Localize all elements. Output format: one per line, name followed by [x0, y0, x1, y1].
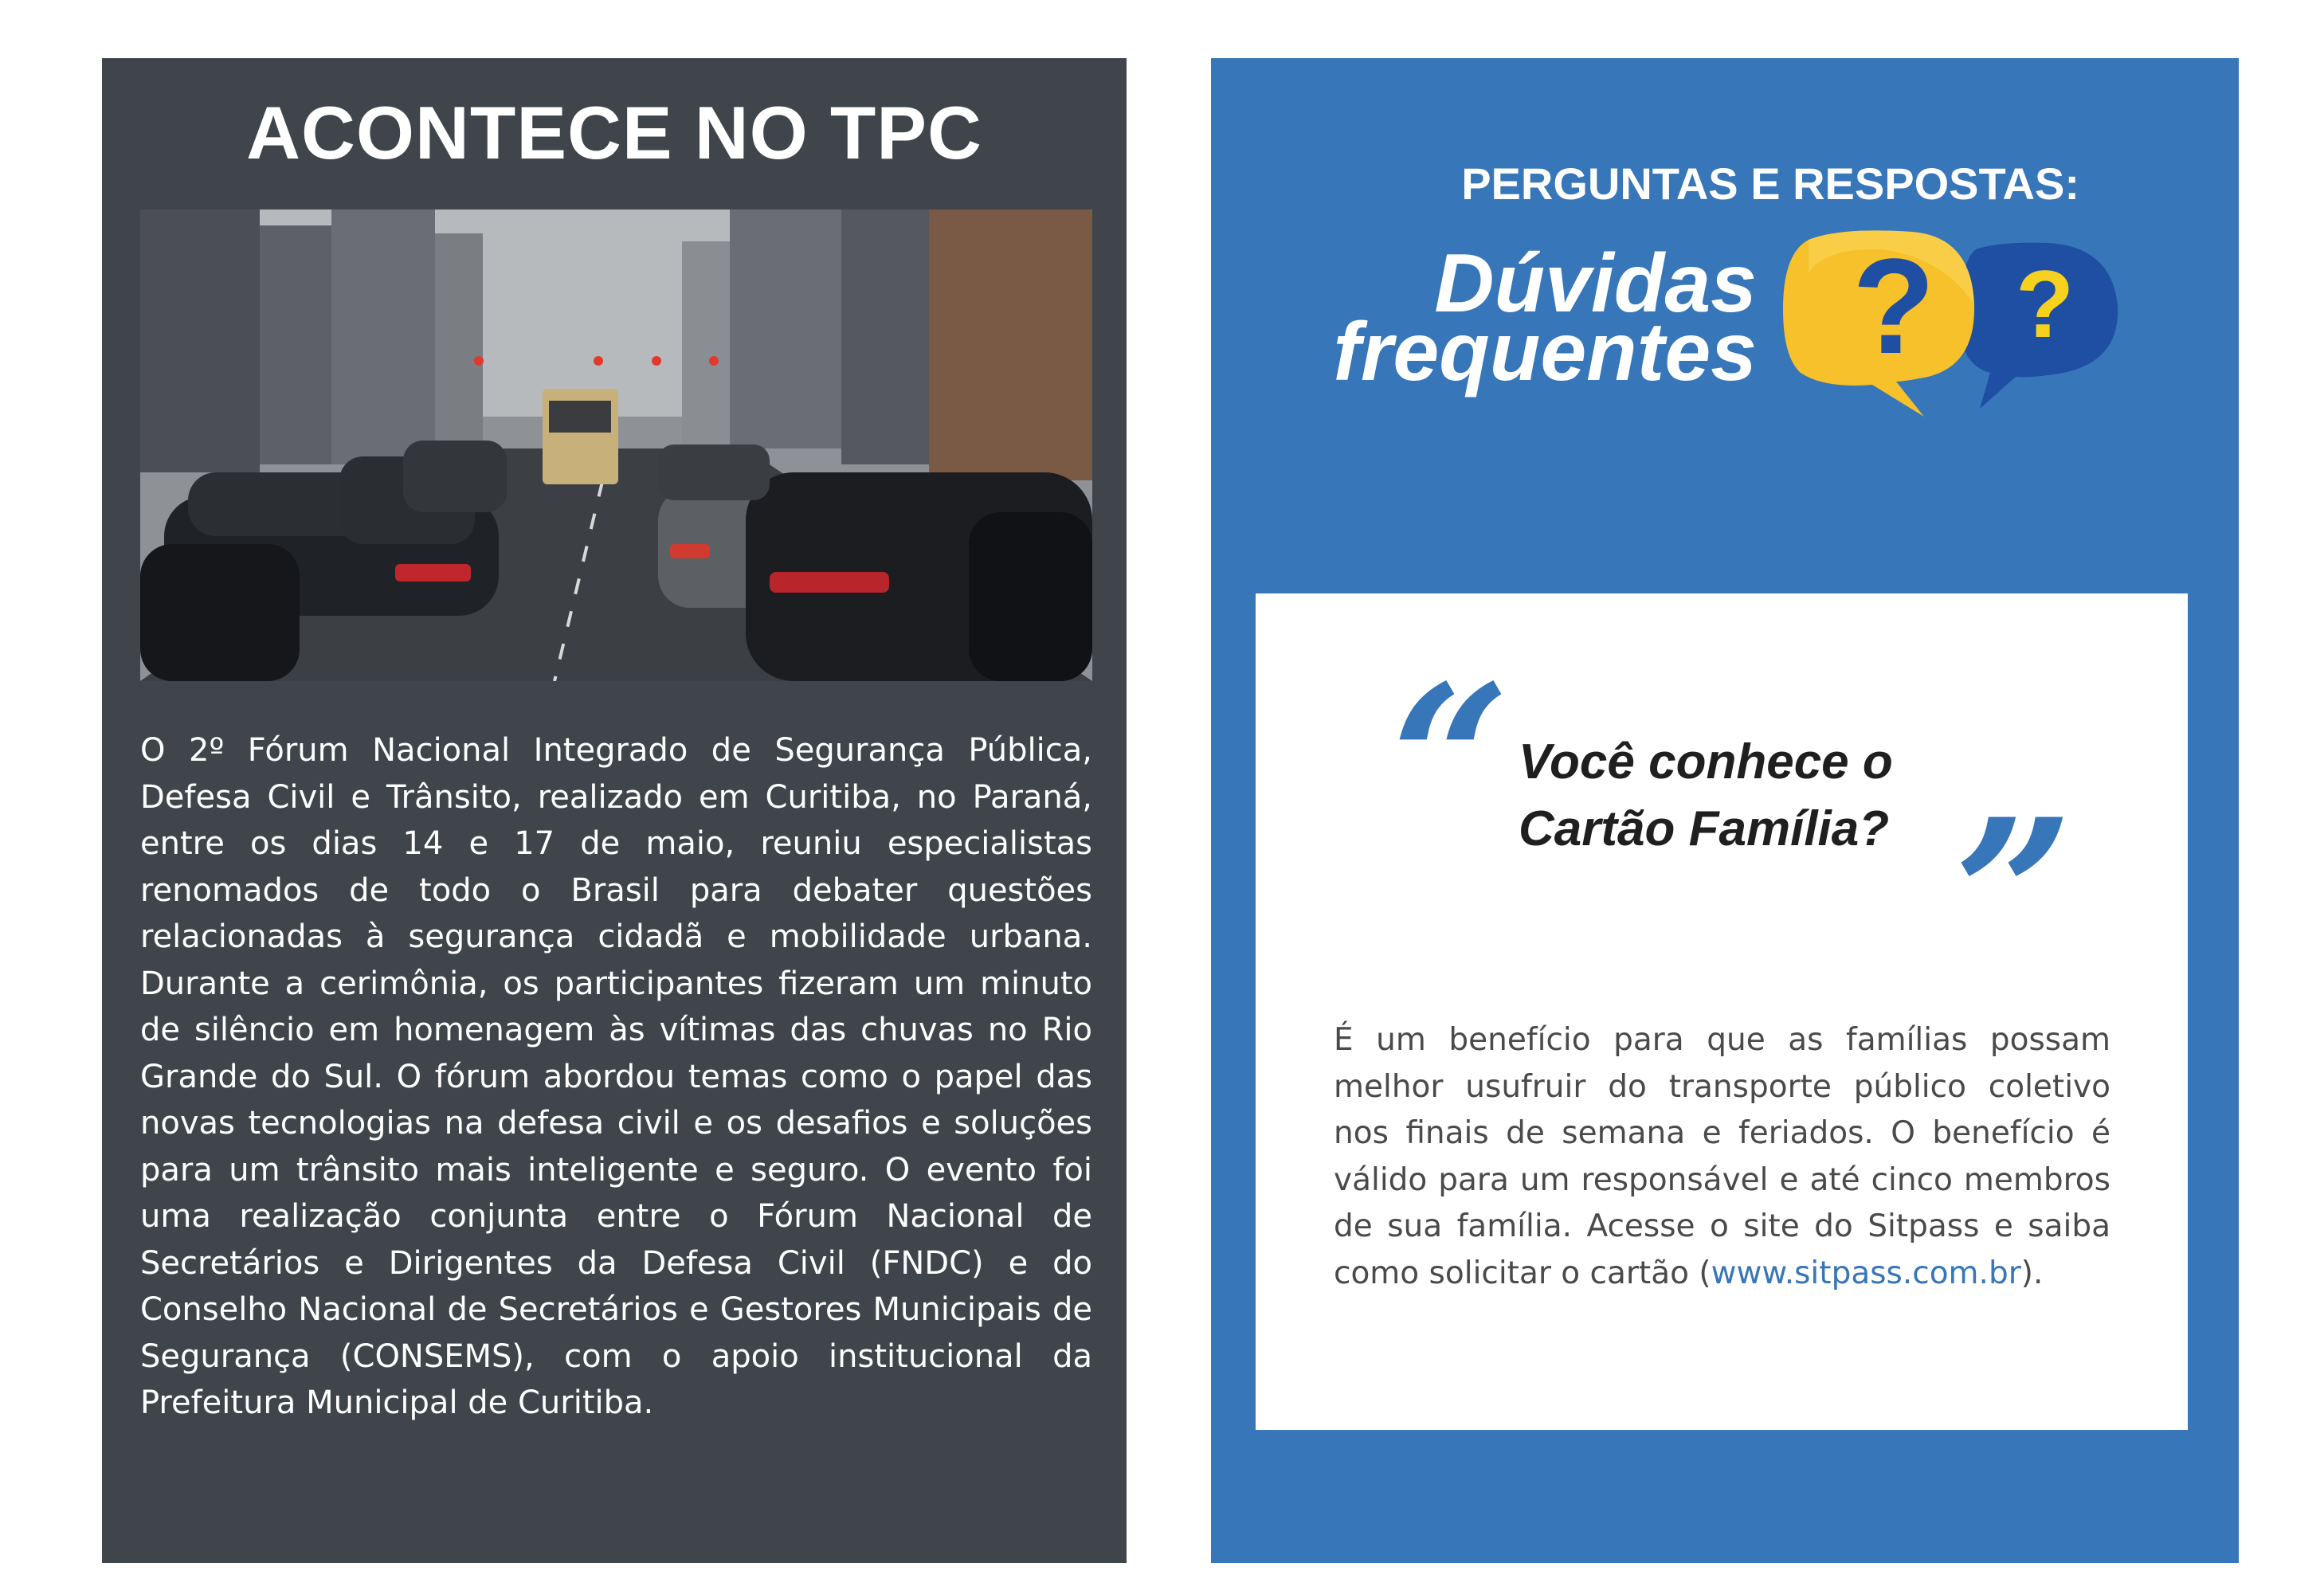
- faq-answer-end: ).: [2020, 1255, 2044, 1291]
- faq-title-line2: frequentes: [1333, 306, 1757, 398]
- faq-question: [1519, 729, 1997, 863]
- faq-answer: [1334, 1017, 2110, 1297]
- faq-title-line1: Dúvidas: [1434, 237, 1757, 330]
- news-title: ACONTECE NO TPC: [246, 91, 982, 174]
- faq-card: [1256, 593, 2188, 1430]
- faq-title: [1211, 237, 1757, 398]
- news-body: O 2º Fórum Nacional Integrado de Segurança Pública, Defesa Civil e Trânsito, realizado em Curitiba, no Paraná, entre os dias 14 e 17 de maio, reuniu especialistas renomados de todo o Brasil para debater questões relacionadas à segurança cidadã e mobilidade urbana. Durante a cerimônia, os participantes fizeram um minuto de silêncio em homenagem às vítimas das chuvas no Rio Grande do Sul. O fórum abordou temas como o papel das novas tecnologias na defesa civil e os desafios e soluções para um trânsito mais inteligente e seguro. O evento foi uma realização conjunta entre o Fórum Nacional de Secretários e Dirigentes da Defesa Civil (FNDC) e do Conselho Nacional de Secretários e Gestores Municipais de Segurança (CONSEMS), com o apoio institucional da Prefeitura Municipal de Curitiba.: [140, 732, 1092, 1421]
- question-bubbles-icon: [1777, 225, 2135, 417]
- open-quote-icon: “: [1391, 640, 1511, 883]
- faq-heading: PERGUNTAS E RESPOSTAS:: [1461, 159, 2079, 209]
- news-panel: [102, 58, 1127, 1563]
- faq-answer-text: É um benefício para que as famílias possam melhor usufruir do transporte público coletivo nos finais de semana e feriados. O benefício é válido para um responsável e até cinco membros de sua família. Acesse o site do Sitpass e saiba como solicitar o cartão (: [1334, 1022, 2110, 1291]
- bubble-question-mark-2: ?: [2016, 251, 2075, 358]
- faq-panel: [1211, 58, 2239, 1563]
- close-quote-icon: ”: [1954, 774, 2074, 1017]
- faq-question-line2: Cartão Família?: [1519, 801, 1890, 856]
- bubble-question-mark-1: ?: [1852, 231, 1935, 382]
- traffic-photo: [140, 210, 1092, 681]
- faq-question-line1: Você conhece o: [1519, 734, 1893, 789]
- sitpass-link[interactable]: www.sitpass.com.br: [1711, 1255, 2021, 1291]
